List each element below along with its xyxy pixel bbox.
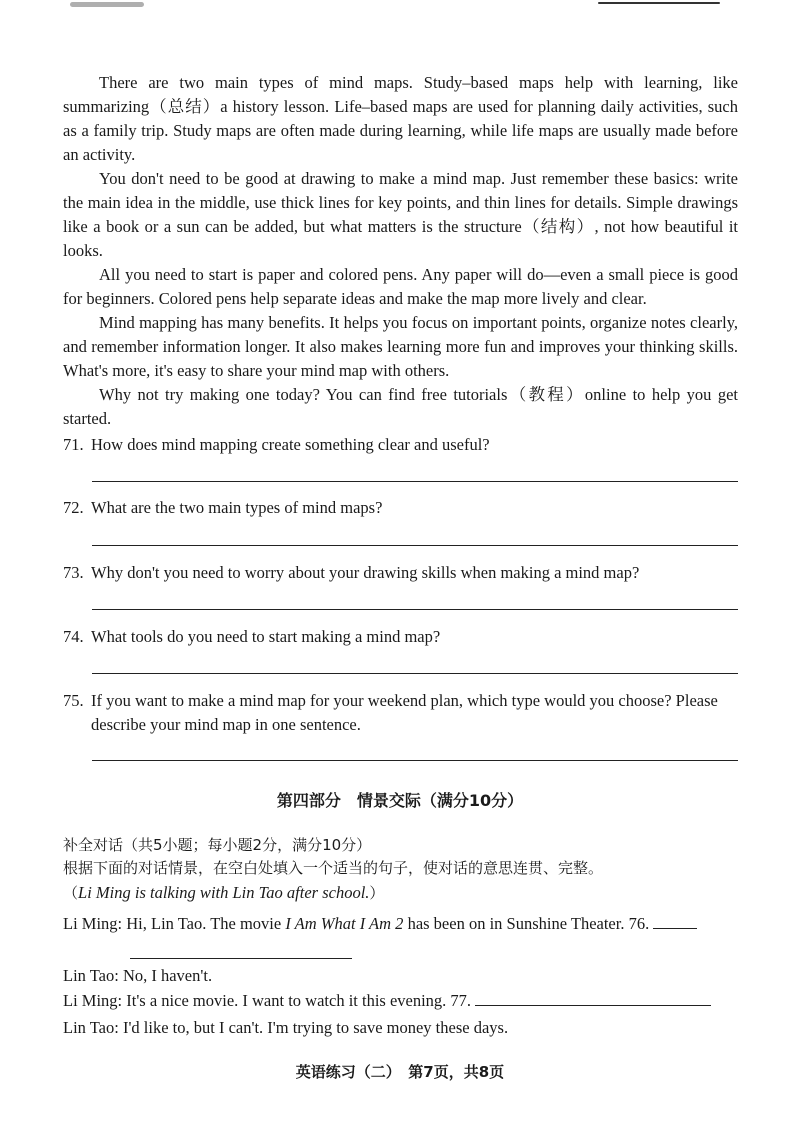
- dialogue-context: （Li Ming is talking with Lin Tao after school.）: [63, 883, 385, 902]
- passage-paragraph-1: There are two main types of mind maps. Study–based maps help with learning, like summarizing（总结）a history lesson. Life–based maps are used for planning daily activities, such as a family trip. Study maps are often made during learning, while life maps are usually made before an activity.: [63, 73, 738, 164]
- answer-line-73[interactable]: [92, 609, 738, 610]
- task-heading: 补全对话（共5小题；每小题2分，满分10分）: [63, 836, 372, 854]
- passage-paragraph-3: All you need to start is paper and colored pens. Any paper will do—even a small piece is good for beginners. Colored pens help separate ideas and make the map more lively and clear.: [63, 265, 738, 308]
- page-footer: 英语练习（二） 第7页，共8页: [295, 1063, 505, 1081]
- movie-title: I Am What I Am 2: [285, 914, 404, 933]
- question-74: [63, 625, 743, 649]
- question-number: 75.: [63, 691, 84, 710]
- passage-paragraph-2: You don't need to be good at drawing to make a mind map. Just remember these basics: write the main idea in the middle, use thick lines for key points, and thin lines for details. Simple drawings like a book or a sun can be added, but what matters is the structure（结构）, not how beautiful it looks.: [63, 169, 738, 260]
- answer-blank-76a[interactable]: [653, 914, 697, 929]
- dialogue-line-3: Li Ming: It's a nice movie. I want to watch it this evening. 77.: [63, 990, 743, 1012]
- scan-artifact-left: [70, 2, 144, 7]
- question-text: What are the two main types of mind maps?: [91, 498, 383, 517]
- dialogue-line-1: Li Ming: Hi, Lin Tao. The movie I Am What I Am 2 has been on in Sunshine Theater. 76.: [63, 913, 743, 935]
- question-text: Why don't you need to worry about your drawing skills when making a mind map?: [91, 563, 640, 582]
- question-75: [63, 689, 743, 737]
- answer-line-72[interactable]: [92, 545, 738, 546]
- reading-passage: [63, 71, 738, 431]
- answer-line-71[interactable]: [92, 481, 738, 482]
- question-text-continued: describe your mind map in one sentence.: [91, 715, 361, 734]
- question-text: How does mind mapping create something clear and useful?: [91, 435, 490, 454]
- context-text: Li Ming is talking with Lin Tao after school.: [78, 883, 370, 902]
- passage-paragraph-4: Mind mapping has many benefits. It helps you focus on important points, organize notes clearly, and remember information longer. It also makes learning more fun and improves your thinking skills. What's more, it's easy to share your mind map with others.: [63, 313, 738, 380]
- question-73: [63, 561, 743, 585]
- task-instruction: 根据下面的对话情景，在空白处填入一个适当的句子，使对话的意思连贯、完整。: [63, 859, 604, 877]
- answer-line-75[interactable]: [92, 760, 738, 761]
- question-number: 72.: [63, 498, 84, 517]
- question-72: [63, 496, 743, 520]
- answer-line-74[interactable]: [92, 673, 738, 674]
- answer-blank-76b[interactable]: [130, 958, 352, 959]
- dialogue-line-4: Lin Tao: I'd like to, but I can't. I'm trying to save money these days.: [63, 1018, 509, 1037]
- dialogue-line-2: Lin Tao: No, I haven't.: [63, 966, 213, 985]
- scan-artifact-right: [598, 2, 720, 4]
- question-number: 73.: [63, 563, 84, 582]
- passage-paragraph-5: Why not try making one today? You can find free tutorials（教程）online to help you get started.: [63, 385, 738, 428]
- section-title: 第四部分 情景交际（满分10分）: [276, 791, 524, 810]
- question-text: What tools do you need to start making a mind map?: [91, 627, 441, 646]
- question-number: 71.: [63, 435, 84, 454]
- question-text: If you want to make a mind map for your weekend plan, which type would you choose? Please: [91, 691, 718, 710]
- answer-blank-77[interactable]: [475, 991, 711, 1006]
- question-71: [63, 433, 743, 457]
- question-number: 74.: [63, 627, 84, 646]
